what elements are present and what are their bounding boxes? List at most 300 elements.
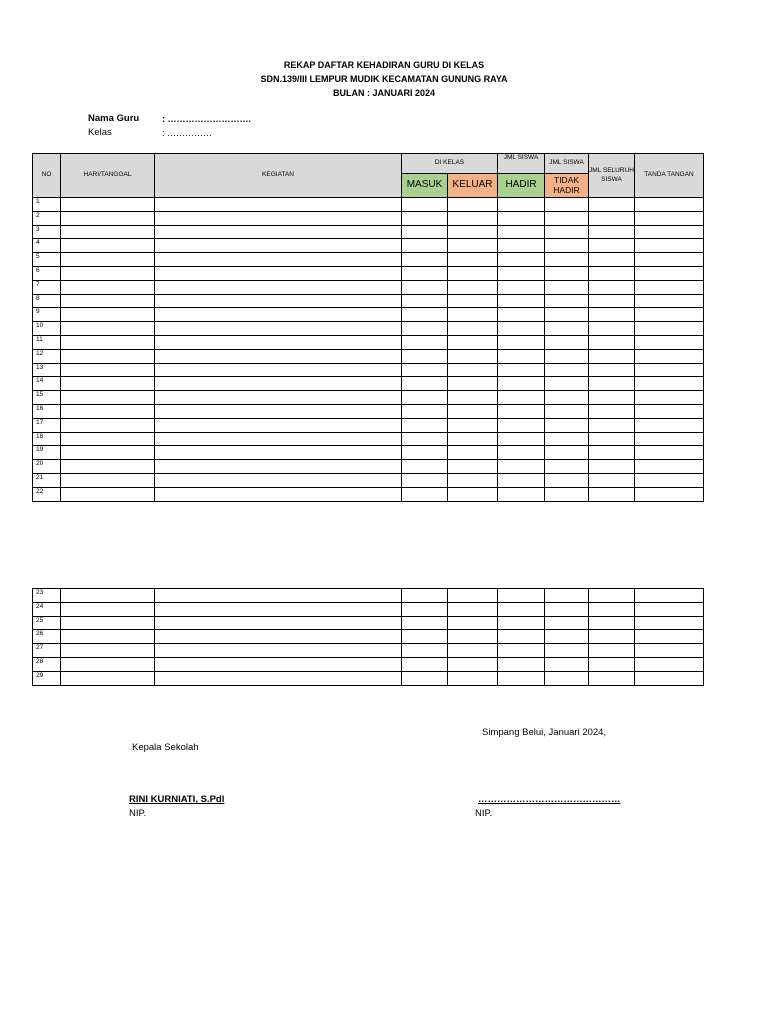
- header-tanda-tangan: TANDA TANGAN: [635, 154, 704, 198]
- table-cell[interactable]: [545, 266, 589, 280]
- table-cell[interactable]: [155, 418, 402, 432]
- table-cell[interactable]: [635, 198, 704, 212]
- table-cell[interactable]: [402, 349, 448, 363]
- row-number: 9: [33, 308, 61, 322]
- table-cell[interactable]: [545, 253, 589, 267]
- table-row: [33, 644, 704, 658]
- table-cell[interactable]: [61, 487, 155, 501]
- table-cell[interactable]: [589, 335, 635, 349]
- table-cell[interactable]: [448, 460, 498, 474]
- table-row: [33, 280, 704, 294]
- table-cell[interactable]: [635, 391, 704, 405]
- table-cell[interactable]: [498, 589, 545, 603]
- table-cell[interactable]: [589, 404, 635, 418]
- table-cell[interactable]: [635, 280, 704, 294]
- table-cell[interactable]: [448, 391, 498, 405]
- table-cell[interactable]: [498, 644, 545, 658]
- table-cell[interactable]: [448, 239, 498, 253]
- table-cell[interactable]: [498, 671, 545, 685]
- table-cell[interactable]: [402, 446, 448, 460]
- table-cell[interactable]: [635, 322, 704, 336]
- table-cell[interactable]: [589, 198, 635, 212]
- table-cell[interactable]: [448, 589, 498, 603]
- table-cell[interactable]: [61, 198, 155, 212]
- table-cell[interactable]: [498, 630, 545, 644]
- table-cell[interactable]: [498, 225, 545, 239]
- table-cell[interactable]: [635, 349, 704, 363]
- table-cell[interactable]: [402, 404, 448, 418]
- row-number: 3: [33, 225, 61, 239]
- table-cell[interactable]: [448, 322, 498, 336]
- table-cell[interactable]: [545, 308, 589, 322]
- table-cell[interactable]: [61, 616, 155, 630]
- table-row: [33, 294, 704, 308]
- table-cell[interactable]: [498, 404, 545, 418]
- table-row: [33, 432, 704, 446]
- table-row: [33, 225, 704, 239]
- table-cell[interactable]: [61, 391, 155, 405]
- table-cell[interactable]: [402, 266, 448, 280]
- table-cell[interactable]: [635, 418, 704, 432]
- table-cell[interactable]: [635, 377, 704, 391]
- table-cell[interactable]: [448, 349, 498, 363]
- table-cell[interactable]: [635, 239, 704, 253]
- table-cell[interactable]: [635, 630, 704, 644]
- table-cell[interactable]: [498, 308, 545, 322]
- nip-left: NIP.: [129, 808, 147, 819]
- document-title-line3: BULAN : JANUARI 2024: [332, 88, 436, 98]
- table-row: [33, 657, 704, 671]
- table-cell[interactable]: [498, 294, 545, 308]
- table-row: [33, 198, 704, 212]
- table-cell[interactable]: [402, 418, 448, 432]
- table-cell[interactable]: [498, 460, 545, 474]
- table-cell[interactable]: [545, 418, 589, 432]
- table-cell[interactable]: [635, 589, 704, 603]
- table-cell[interactable]: [498, 446, 545, 460]
- row-number: 12: [33, 349, 61, 363]
- table-cell[interactable]: [545, 630, 589, 644]
- header-masuk: MASUK: [402, 174, 448, 198]
- table-cell[interactable]: [589, 363, 635, 377]
- table-cell[interactable]: [498, 487, 545, 501]
- table-cell[interactable]: [448, 630, 498, 644]
- table-cell[interactable]: [498, 335, 545, 349]
- table-cell[interactable]: [635, 225, 704, 239]
- header-hari-tanggal: HARI/TANGGAL: [61, 154, 155, 198]
- table-cell[interactable]: [402, 657, 448, 671]
- table-cell[interactable]: [448, 432, 498, 446]
- row-number: 19: [33, 446, 61, 460]
- table-cell[interactable]: [155, 266, 402, 280]
- row-number: 14: [33, 377, 61, 391]
- table-cell[interactable]: [155, 602, 402, 616]
- table-cell[interactable]: [61, 266, 155, 280]
- table-cell[interactable]: [448, 657, 498, 671]
- table-cell[interactable]: [61, 657, 155, 671]
- row-number: 23: [33, 589, 61, 603]
- table-cell[interactable]: [61, 671, 155, 685]
- table-cell[interactable]: [635, 446, 704, 460]
- table-cell[interactable]: [155, 432, 402, 446]
- table-row: [33, 349, 704, 363]
- row-number: 24: [33, 602, 61, 616]
- header-jml-seluruh-siswa: JML SELURUH SISWA: [589, 154, 635, 198]
- table-cell[interactable]: [61, 446, 155, 460]
- table-cell[interactable]: [155, 473, 402, 487]
- table-cell[interactable]: [155, 349, 402, 363]
- table-cell[interactable]: [448, 308, 498, 322]
- table-cell[interactable]: [61, 308, 155, 322]
- table-cell[interactable]: [545, 473, 589, 487]
- table-cell[interactable]: [402, 377, 448, 391]
- table-cell[interactable]: [635, 294, 704, 308]
- table-cell[interactable]: [589, 294, 635, 308]
- table-cell[interactable]: [155, 644, 402, 658]
- kepala-sekolah-label: Kepala Sekolah: [132, 742, 199, 753]
- table-row: [33, 589, 704, 603]
- table-cell[interactable]: [498, 239, 545, 253]
- row-number: 10: [33, 322, 61, 336]
- table-cell[interactable]: [402, 253, 448, 267]
- table-cell[interactable]: [589, 671, 635, 685]
- table-row: [33, 602, 704, 616]
- table-cell[interactable]: [448, 280, 498, 294]
- table-cell[interactable]: [155, 671, 402, 685]
- table-cell[interactable]: [498, 322, 545, 336]
- table-cell[interactable]: [155, 460, 402, 474]
- table-cell[interactable]: [448, 198, 498, 212]
- table-cell[interactable]: [448, 473, 498, 487]
- table-cell[interactable]: [498, 363, 545, 377]
- table-cell[interactable]: [635, 363, 704, 377]
- table-row: [33, 630, 704, 644]
- table-cell[interactable]: [61, 418, 155, 432]
- table-cell[interactable]: [448, 602, 498, 616]
- table-cell[interactable]: [448, 487, 498, 501]
- table-cell[interactable]: [61, 239, 155, 253]
- table-cell[interactable]: [155, 294, 402, 308]
- table-cell[interactable]: [498, 266, 545, 280]
- table-cell[interactable]: [545, 671, 589, 685]
- table-cell[interactable]: [402, 487, 448, 501]
- table-cell[interactable]: [545, 198, 589, 212]
- table-cell[interactable]: [635, 308, 704, 322]
- signer-name-line[interactable]: ………………………………………: [478, 794, 621, 805]
- table-cell[interactable]: [402, 391, 448, 405]
- table-cell[interactable]: [155, 487, 402, 501]
- table-row: [33, 404, 704, 418]
- table-cell[interactable]: [589, 473, 635, 487]
- row-number: 20: [33, 460, 61, 474]
- table-cell[interactable]: [635, 644, 704, 658]
- table-cell[interactable]: [402, 335, 448, 349]
- table-cell[interactable]: [402, 239, 448, 253]
- table-cell[interactable]: [448, 363, 498, 377]
- table-cell[interactable]: [589, 487, 635, 501]
- table-cell[interactable]: [545, 239, 589, 253]
- table-row: [33, 335, 704, 349]
- table-cell[interactable]: [589, 644, 635, 658]
- table-cell[interactable]: [61, 404, 155, 418]
- table-cell[interactable]: [402, 616, 448, 630]
- table-cell[interactable]: [155, 630, 402, 644]
- table-cell[interactable]: [402, 460, 448, 474]
- table-cell[interactable]: [545, 225, 589, 239]
- row-number: 4: [33, 239, 61, 253]
- header-jml-siswa-2: JML SISWA: [545, 154, 589, 174]
- table-cell[interactable]: [402, 602, 448, 616]
- table-cell[interactable]: [545, 644, 589, 658]
- kelas-field[interactable]: : ……………: [162, 128, 213, 138]
- table-cell[interactable]: [61, 377, 155, 391]
- row-number: 7: [33, 280, 61, 294]
- table-cell[interactable]: [402, 363, 448, 377]
- table-row: [33, 391, 704, 405]
- table-cell[interactable]: [635, 473, 704, 487]
- row-number: 18: [33, 432, 61, 446]
- header-no: NO: [33, 154, 61, 198]
- table-row: [33, 671, 704, 685]
- table-cell[interactable]: [402, 280, 448, 294]
- table-cell[interactable]: [402, 211, 448, 225]
- table-cell[interactable]: [589, 418, 635, 432]
- table-cell[interactable]: [402, 589, 448, 603]
- table-cell[interactable]: [155, 225, 402, 239]
- table-cell[interactable]: [448, 671, 498, 685]
- table-cell[interactable]: [545, 657, 589, 671]
- table-cell[interactable]: [448, 644, 498, 658]
- table-cell[interactable]: [589, 657, 635, 671]
- header-kegiatan: KEGIATAN: [155, 154, 402, 198]
- table-cell[interactable]: [589, 391, 635, 405]
- table-cell[interactable]: [545, 349, 589, 363]
- row-number: 17: [33, 418, 61, 432]
- table-cell[interactable]: [155, 589, 402, 603]
- nama-guru-label: Nama Guru: [88, 113, 140, 124]
- table-cell[interactable]: [635, 671, 704, 685]
- table-cell[interactable]: [155, 239, 402, 253]
- table-cell[interactable]: [635, 253, 704, 267]
- table-cell[interactable]: [589, 589, 635, 603]
- nip-right: NIP.: [475, 808, 493, 819]
- table-cell[interactable]: [61, 363, 155, 377]
- table-cell[interactable]: [448, 253, 498, 267]
- table-cell[interactable]: [498, 602, 545, 616]
- table-cell[interactable]: [545, 335, 589, 349]
- table-cell[interactable]: [635, 335, 704, 349]
- table-cell[interactable]: [545, 294, 589, 308]
- place-date: Simpang Belui, Januari 2024,: [482, 727, 607, 738]
- table-cell[interactable]: [402, 630, 448, 644]
- table-cell[interactable]: [635, 602, 704, 616]
- table-cell[interactable]: [155, 377, 402, 391]
- table-cell[interactable]: [498, 377, 545, 391]
- row-number: 29: [33, 671, 61, 685]
- table-cell[interactable]: [545, 432, 589, 446]
- table-cell[interactable]: [545, 446, 589, 460]
- table-cell[interactable]: [402, 432, 448, 446]
- table-cell[interactable]: [402, 473, 448, 487]
- table-cell[interactable]: [61, 432, 155, 446]
- table-row: [33, 266, 704, 280]
- table-cell[interactable]: [61, 473, 155, 487]
- table-cell[interactable]: [498, 473, 545, 487]
- table-cell[interactable]: [402, 225, 448, 239]
- table-row: [33, 239, 704, 253]
- table-cell[interactable]: [498, 280, 545, 294]
- table-cell[interactable]: [589, 322, 635, 336]
- table-cell[interactable]: [635, 266, 704, 280]
- table-cell[interactable]: [448, 418, 498, 432]
- table-cell[interactable]: [589, 349, 635, 363]
- table-cell[interactable]: [155, 404, 402, 418]
- table-cell[interactable]: [545, 616, 589, 630]
- table-cell[interactable]: [545, 404, 589, 418]
- table-cell[interactable]: [498, 211, 545, 225]
- table-cell[interactable]: [448, 616, 498, 630]
- table-cell[interactable]: [498, 432, 545, 446]
- table-cell[interactable]: [61, 602, 155, 616]
- table-cell[interactable]: [448, 225, 498, 239]
- table-cell[interactable]: [448, 294, 498, 308]
- table-row: [33, 377, 704, 391]
- table-cell[interactable]: [589, 602, 635, 616]
- table-cell[interactable]: [635, 404, 704, 418]
- row-number: 11: [33, 335, 61, 349]
- table-cell[interactable]: [545, 391, 589, 405]
- table-cell[interactable]: [61, 589, 155, 603]
- table-cell[interactable]: [61, 630, 155, 644]
- table-cell[interactable]: [589, 280, 635, 294]
- table-row: [33, 308, 704, 322]
- table-cell[interactable]: [448, 446, 498, 460]
- table-cell[interactable]: [155, 198, 402, 212]
- attendance-table-page1: [32, 153, 704, 502]
- header-di-kelas: DI KELAS: [402, 154, 498, 174]
- table-cell[interactable]: [61, 280, 155, 294]
- table-row: [33, 446, 704, 460]
- table-cell[interactable]: [61, 253, 155, 267]
- table-cell[interactable]: [61, 322, 155, 336]
- table-cell[interactable]: [448, 335, 498, 349]
- table-cell[interactable]: [61, 644, 155, 658]
- table-row: [33, 211, 704, 225]
- document-title-line1: REKAP DAFTAR KEHADIRAN GURU DI KELAS: [283, 60, 485, 70]
- table-cell[interactable]: [61, 211, 155, 225]
- table-cell[interactable]: [545, 322, 589, 336]
- table-cell[interactable]: [635, 657, 704, 671]
- table-cell[interactable]: [448, 377, 498, 391]
- table-cell[interactable]: [589, 432, 635, 446]
- table-cell[interactable]: [635, 616, 704, 630]
- table-cell[interactable]: [635, 432, 704, 446]
- table-cell[interactable]: [545, 280, 589, 294]
- table-row: [33, 418, 704, 432]
- table-cell[interactable]: [635, 460, 704, 474]
- table-cell[interactable]: [589, 239, 635, 253]
- table-cell[interactable]: [545, 589, 589, 603]
- table-cell[interactable]: [155, 391, 402, 405]
- table-row: [33, 473, 704, 487]
- table-cell[interactable]: [61, 460, 155, 474]
- table-cell[interactable]: [545, 602, 589, 616]
- row-number: 16: [33, 404, 61, 418]
- table-cell[interactable]: [155, 446, 402, 460]
- table-cell[interactable]: [402, 671, 448, 685]
- table-cell[interactable]: [448, 211, 498, 225]
- table-cell[interactable]: [498, 418, 545, 432]
- table-cell[interactable]: [402, 294, 448, 308]
- table-cell[interactable]: [448, 266, 498, 280]
- header-hadir: HADIR: [498, 174, 545, 198]
- table-cell[interactable]: [448, 404, 498, 418]
- table-cell[interactable]: [155, 616, 402, 630]
- table-cell[interactable]: [589, 377, 635, 391]
- table-cell[interactable]: [61, 335, 155, 349]
- row-number: 27: [33, 644, 61, 658]
- row-number: 6: [33, 266, 61, 280]
- table-cell[interactable]: [155, 335, 402, 349]
- table-cell[interactable]: [545, 460, 589, 474]
- attendance-table-page2: [32, 588, 704, 686]
- kepala-sekolah-name: RINI KURNIATI, S.Pdl: [129, 794, 225, 805]
- row-number: 8: [33, 294, 61, 308]
- table-cell[interactable]: [155, 280, 402, 294]
- table-cell[interactable]: [589, 630, 635, 644]
- table-cell[interactable]: [155, 322, 402, 336]
- table-cell[interactable]: [589, 266, 635, 280]
- table-row: [33, 363, 704, 377]
- table-cell[interactable]: [155, 363, 402, 377]
- table-cell[interactable]: [589, 308, 635, 322]
- table-cell[interactable]: [155, 657, 402, 671]
- header-tidak-hadir: TIDAK HADIR: [545, 174, 589, 198]
- table-cell[interactable]: [635, 211, 704, 225]
- table-cell[interactable]: [545, 211, 589, 225]
- table-cell[interactable]: [498, 657, 545, 671]
- nama-guru-field[interactable]: : ……………………….: [162, 114, 251, 124]
- table-cell[interactable]: [61, 349, 155, 363]
- table-cell[interactable]: [589, 616, 635, 630]
- kelas-label: Kelas: [88, 127, 112, 138]
- table-cell[interactable]: [61, 294, 155, 308]
- table-cell[interactable]: [589, 253, 635, 267]
- header-keluar: KELUAR: [448, 174, 498, 198]
- table-cell[interactable]: [589, 225, 635, 239]
- table-cell[interactable]: [498, 198, 545, 212]
- table-cell[interactable]: [589, 211, 635, 225]
- table-cell[interactable]: [402, 322, 448, 336]
- table-cell[interactable]: [498, 616, 545, 630]
- table-cell[interactable]: [498, 253, 545, 267]
- table-cell[interactable]: [155, 308, 402, 322]
- table-cell[interactable]: [402, 308, 448, 322]
- table-cell[interactable]: [402, 644, 448, 658]
- table-cell[interactable]: [155, 211, 402, 225]
- table-cell[interactable]: [545, 363, 589, 377]
- table-cell[interactable]: [498, 349, 545, 363]
- table-cell[interactable]: [589, 446, 635, 460]
- table-cell[interactable]: [589, 460, 635, 474]
- table-cell[interactable]: [61, 225, 155, 239]
- table-cell[interactable]: [155, 253, 402, 267]
- table-cell[interactable]: [635, 487, 704, 501]
- table-cell[interactable]: [545, 377, 589, 391]
- table-cell[interactable]: [498, 391, 545, 405]
- table-cell[interactable]: [545, 487, 589, 501]
- table-cell[interactable]: [402, 198, 448, 212]
